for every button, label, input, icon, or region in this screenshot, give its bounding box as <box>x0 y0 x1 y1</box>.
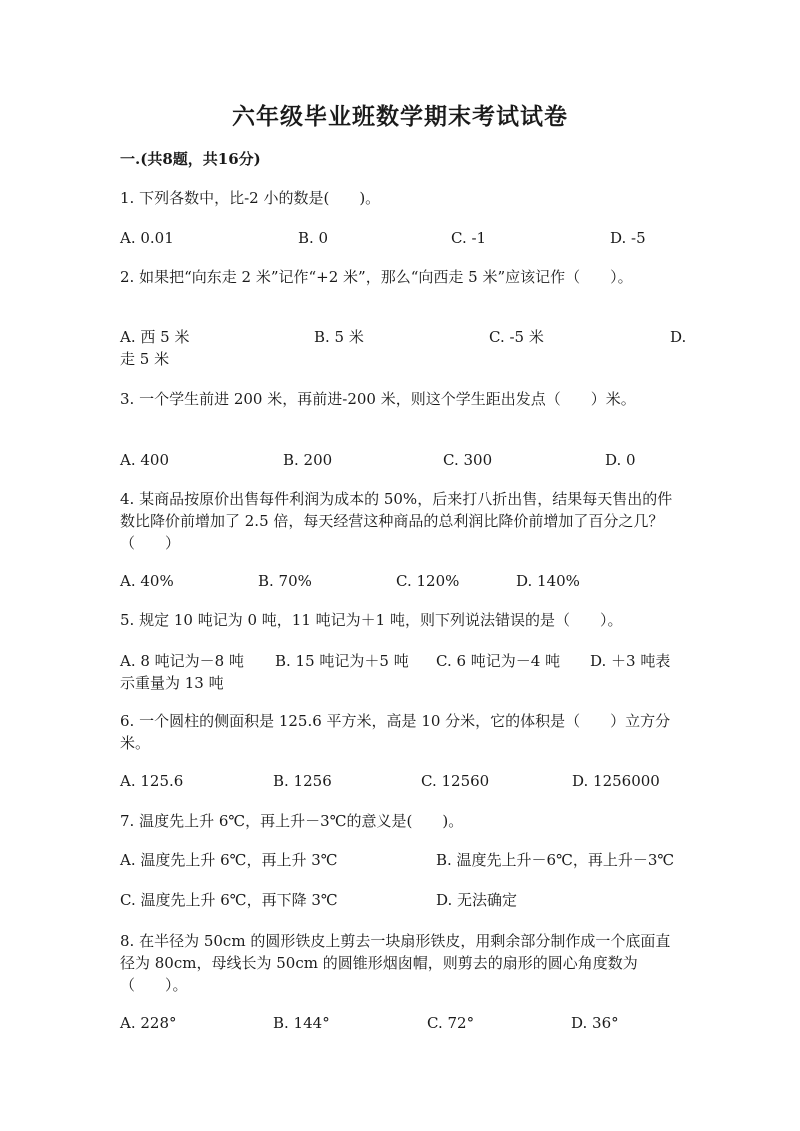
question-8-option-c: C. 72° <box>427 1014 475 1032</box>
question-2-option-d-continued: 走 5 米 <box>120 350 170 368</box>
question-1-option-d: D. -5 <box>610 229 646 247</box>
question-6-option-c: C. 12560 <box>421 772 490 790</box>
question-5-option-c: C. 6 吨记为－4 吨 <box>436 652 561 670</box>
question-1-option-a: A. 0.01 <box>120 229 174 247</box>
question-5-option-b: B. 15 吨记为＋5 吨 <box>275 652 409 670</box>
question-2-option-d: D. <box>670 328 687 346</box>
question-4-option-c: C. 120% <box>396 572 460 590</box>
question-6-option-d: D. 1256000 <box>572 772 660 790</box>
question-4-option-a: A. 40% <box>120 572 174 590</box>
question-7-option-b: B. 温度先上升－6℃，再上升－3℃ <box>436 851 675 869</box>
question-8-stem: 8. 在半径为 50cm 的圆形铁皮上剪去一块扇形铁皮，用剩余部分制作成一个底面直径为 80cm，母线长为 50cm 的圆锥形烟囱帽，则剪去的扇形的圆心角度数为（ ）。 <box>120 932 671 994</box>
section-header: 一.(共8题，共16分) <box>120 150 261 168</box>
question-3-option-a: A. 400 <box>120 451 169 469</box>
question-1-option-b: B. 0 <box>298 229 329 247</box>
question-4-option-d: D. 140% <box>516 572 580 590</box>
exam-title: 六年级毕业班数学期末考试试卷 <box>232 103 568 130</box>
question-3-stem: 3. 一个学生前进 200 米，再前进-200 米，则这个学生距出发点（ ）米。 <box>120 390 636 408</box>
question-8-option-b: B. 144° <box>273 1014 330 1032</box>
question-1-stem: 1. 下列各数中，比-2 小的数是( )。 <box>120 189 381 207</box>
question-3-option-d: D. 0 <box>605 451 636 469</box>
question-6-option-b: B. 1256 <box>273 772 332 790</box>
question-7-stem: 7. 温度先上升 6℃，再上升－3℃的意义是( )。 <box>120 812 464 830</box>
question-6-option-a: A. 125.6 <box>120 772 184 790</box>
question-6-stem: 6. 一个圆柱的侧面积是 125.6 平方米，高是 10 分米，它的体积是（ ）立方分米。 <box>120 712 671 752</box>
question-8-option-a: A. 228° <box>120 1014 177 1032</box>
question-7-option-a: A. 温度先上升 6℃，再上升 3℃ <box>120 851 338 869</box>
question-3-option-c: C. 300 <box>443 451 493 469</box>
question-4-option-b: B. 70% <box>258 572 312 590</box>
question-5-option-d: D. ＋3 吨表 <box>590 652 671 670</box>
question-4-stem: 4. 某商品按原价出售每件利润为成本的 50%，后来打八折出售，结果每天售出的件数比降价前增加了 2.5 倍，每天经营这种商品的总利润比降价前增加了百分之几？（ ） <box>120 490 673 552</box>
question-7-option-d: D. 无法确定 <box>436 891 518 909</box>
question-2-option-c: C. -5 米 <box>489 328 544 346</box>
question-5-option-a: A. 8 吨记为－8 吨 <box>120 652 244 670</box>
question-2-option-b: B. 5 米 <box>314 328 364 346</box>
question-2-stem: 2. 如果把“向东走 2 米”记作“+2 米”，那么“向西走 5 米”应该记作（ ）。 <box>120 268 633 286</box>
question-5-option-d-continued: 示重量为 13 吨 <box>120 674 224 692</box>
question-1-option-c: C. -1 <box>451 229 487 247</box>
question-5-stem: 5. 规定 10 吨记为 0 吨，11 吨记为＋1 吨，则下列说法错误的是（ ）。 <box>120 611 623 629</box>
question-3-option-b: B. 200 <box>283 451 333 469</box>
question-7-option-c: C. 温度先上升 6℃，再下降 3℃ <box>120 891 338 909</box>
question-2-option-a: A. 西 5 米 <box>120 328 190 346</box>
question-8-option-d: D. 36° <box>571 1014 619 1032</box>
